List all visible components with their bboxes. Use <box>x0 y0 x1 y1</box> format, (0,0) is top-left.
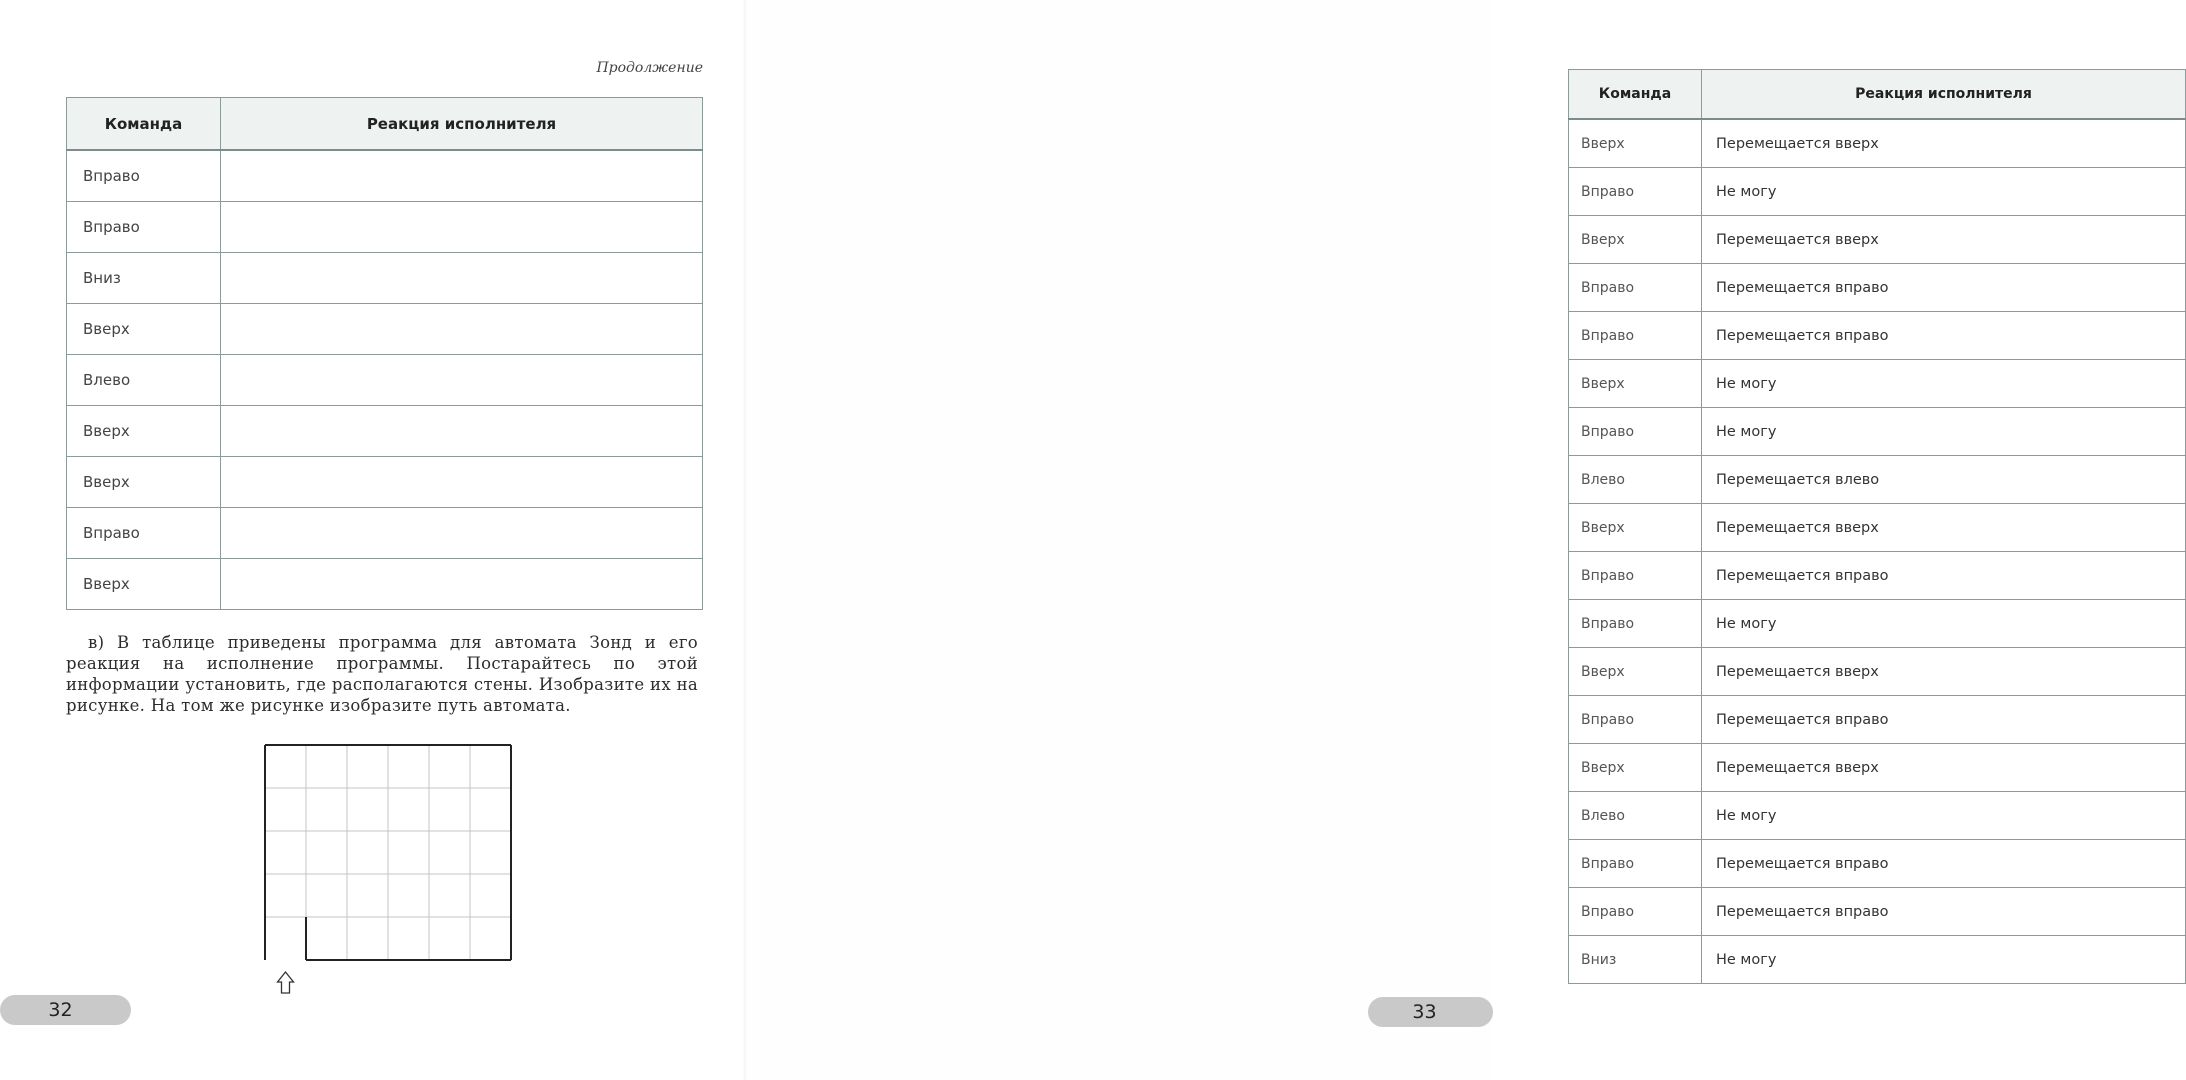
header-command: Команда <box>67 98 221 151</box>
page-number: 32 <box>0 995 131 1025</box>
table-row <box>1569 792 2186 840</box>
command-cell: Влево <box>1569 456 1702 504</box>
reaction-cell[interactable] <box>221 508 703 559</box>
reaction-cell[interactable] <box>221 253 703 304</box>
table-row <box>67 406 703 457</box>
table-row <box>1569 600 2186 648</box>
table-row <box>1569 360 2186 408</box>
table-row <box>1569 216 2186 264</box>
reaction-cell: Перемещается вправо <box>1702 264 2186 312</box>
reaction-cell: Перемещается вправо <box>1702 312 2186 360</box>
reaction-cell[interactable] <box>221 304 703 355</box>
table-body <box>67 150 703 610</box>
command-cell: Вверх <box>1569 119 1702 168</box>
table-row <box>67 457 703 508</box>
table-row <box>67 202 703 253</box>
program-table-left <box>66 97 703 610</box>
command-cell: Вправо <box>1569 312 1702 360</box>
table-row <box>1569 119 2186 168</box>
reaction-cell: Перемещается вверх <box>1702 216 2186 264</box>
reaction-cell: Перемещается вправо <box>1702 696 2186 744</box>
reaction-cell[interactable] <box>221 559 703 610</box>
table-header-row <box>1569 70 2186 120</box>
right-page <box>746 0 2032 1080</box>
table-row <box>1569 504 2186 552</box>
command-cell: Вверх <box>1569 504 1702 552</box>
command-cell: Вниз <box>67 253 221 304</box>
reaction-cell: Перемещается вверх <box>1702 744 2186 792</box>
reaction-cell: Не могу <box>1702 792 2186 840</box>
table-row <box>1569 648 2186 696</box>
reaction-cell[interactable] <box>221 457 703 508</box>
continuation-label: Продолжение <box>596 60 703 76</box>
command-cell: Вверх <box>67 406 221 457</box>
table-row <box>67 150 703 202</box>
reaction-cell: Перемещается вправо <box>1702 840 2186 888</box>
table-row <box>1569 312 2186 360</box>
command-cell: Вверх <box>67 559 221 610</box>
command-cell: Вправо <box>67 150 221 202</box>
command-cell: Вправо <box>1569 600 1702 648</box>
command-cell: Вправо <box>1569 168 1702 216</box>
left-page <box>0 0 746 1080</box>
maze-figure[interactable] <box>252 735 522 1005</box>
table-body <box>1569 119 2186 984</box>
reaction-cell: Не могу <box>1702 168 2186 216</box>
table-row <box>1569 408 2186 456</box>
command-cell: Вверх <box>67 457 221 508</box>
table-row <box>67 253 703 304</box>
command-cell: Влево <box>67 355 221 406</box>
header-command: Команда <box>1569 70 1702 120</box>
table-row <box>67 559 703 610</box>
table-row <box>1569 168 2186 216</box>
reaction-cell[interactable] <box>221 150 703 202</box>
table-row <box>1569 888 2186 936</box>
table-row <box>1569 744 2186 792</box>
reaction-cell: Перемещается влево <box>1702 456 2186 504</box>
program-table-right <box>1568 69 2186 984</box>
table-row <box>1569 840 2186 888</box>
reaction-cell: Не могу <box>1702 600 2186 648</box>
command-cell: Вправо <box>1569 552 1702 600</box>
command-cell: Вверх <box>1569 360 1702 408</box>
command-cell: Вниз <box>1569 936 1702 984</box>
command-cell: Вправо <box>1569 408 1702 456</box>
command-cell: Вправо <box>1569 888 1702 936</box>
command-cell: Вверх <box>67 304 221 355</box>
header-reaction: Реакция исполнителя <box>221 98 703 151</box>
command-cell: Влево <box>1569 792 1702 840</box>
reaction-cell: Перемещается вправо <box>1702 888 2186 936</box>
reaction-cell: Перемещается вверх <box>1702 648 2186 696</box>
table-row <box>1569 552 2186 600</box>
reaction-cell: Перемещается вверх <box>1702 119 2186 168</box>
reaction-cell: Перемещается вправо <box>1702 552 2186 600</box>
reaction-cell: Не могу <box>1702 408 2186 456</box>
table-row <box>67 355 703 406</box>
table-row <box>1569 936 2186 984</box>
command-cell: Вправо <box>1569 696 1702 744</box>
command-cell: Вправо <box>1569 264 1702 312</box>
command-cell: Вверх <box>1569 744 1702 792</box>
reaction-cell[interactable] <box>221 355 703 406</box>
table-row <box>1569 264 2186 312</box>
command-cell: Вверх <box>1569 648 1702 696</box>
header-reaction: Реакция исполнителя <box>1702 70 2186 120</box>
reaction-cell: Не могу <box>1702 360 2186 408</box>
reaction-cell[interactable] <box>221 406 703 457</box>
reaction-cell[interactable] <box>221 202 703 253</box>
table-row <box>67 304 703 355</box>
reaction-cell: Не могу <box>1702 936 2186 984</box>
exercise-text: в) В таблице приведены программа для автомата Зонд и его реакция на исполнение программы. Постарайтесь по этой информации установить, где располагаются стены. Изобразите их на рисунке. На том же рисунке изобразите путь автомата. <box>66 633 698 715</box>
command-cell: Вверх <box>1569 216 1702 264</box>
table-row <box>1569 696 2186 744</box>
command-cell: Вправо <box>67 508 221 559</box>
reaction-cell: Перемещается вверх <box>1702 504 2186 552</box>
table-header-row <box>67 98 703 151</box>
up-arrow-icon <box>278 972 294 993</box>
command-cell: Вправо <box>67 202 221 253</box>
table-row <box>67 508 703 559</box>
table-row <box>1569 456 2186 504</box>
page-number: 33 <box>1368 997 1493 1027</box>
command-cell: Вправо <box>1569 840 1702 888</box>
